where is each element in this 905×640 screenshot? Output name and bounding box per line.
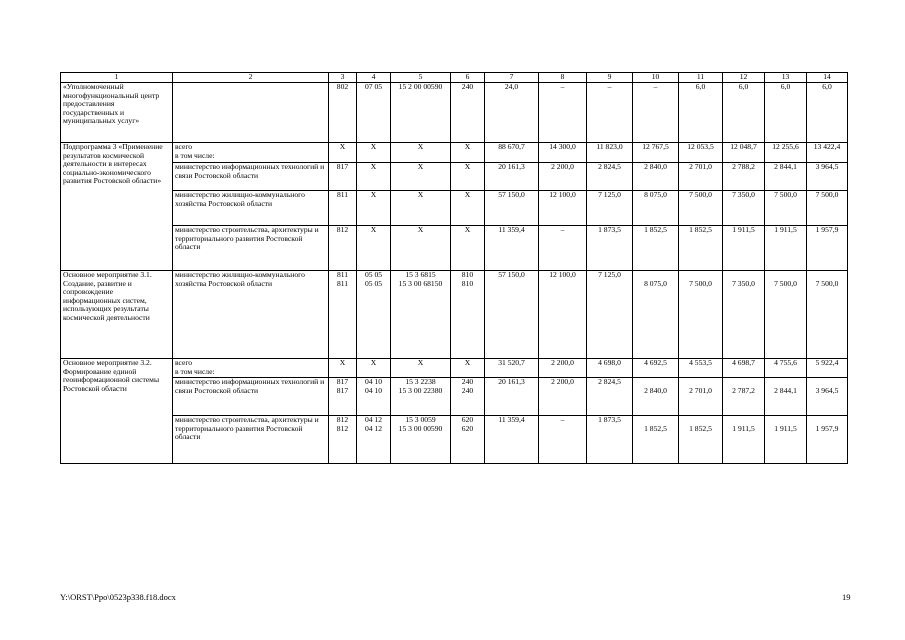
year-cell: 1 911,5: [723, 416, 765, 464]
year-cell: 6,0: [807, 83, 848, 143]
year-cell: 2 824,5: [587, 378, 633, 416]
executor-cell: министерство информационных технологий и связи Ростовской области: [173, 163, 329, 191]
grbs-cell: 817 817: [329, 378, 357, 416]
year-cell: –: [539, 416, 587, 464]
program-name: Основное мероприятие 3.2. Формирование единой геоинформационной системы Ростовской области: [61, 359, 173, 464]
grbs-cell: 811 811: [329, 271, 357, 359]
vr-cell: 620 620: [451, 416, 485, 464]
csr-cell: 15 3 2238 15 3 00 22380: [391, 378, 451, 416]
year-cell: 12 100,0: [539, 191, 587, 226]
vr-cell: Х: [451, 163, 485, 191]
table-row: [61, 226, 848, 271]
column-number: 3: [329, 73, 357, 83]
table-row: [61, 416, 848, 464]
total-cell: 31 520,7: [485, 359, 539, 378]
year-cell: 2 844,1: [765, 163, 807, 191]
vr-cell: Х: [451, 226, 485, 271]
year-cell: 13 422,4: [807, 143, 848, 163]
year-cell: 1 957,9: [807, 226, 848, 271]
year-cell: 7 125,0: [587, 271, 633, 359]
year-cell: –: [539, 83, 587, 143]
year-cell: 5 922,4: [807, 359, 848, 378]
csr-cell: Х: [391, 226, 451, 271]
year-cell: 7 350,0: [723, 271, 765, 359]
year-cell: –: [633, 83, 679, 143]
column-number: 10: [633, 73, 679, 83]
total-cell: 11 359,4: [485, 226, 539, 271]
year-cell: 7 500,0: [765, 191, 807, 226]
table-row: [61, 83, 848, 143]
column-number: 13: [765, 73, 807, 83]
year-cell: 7 500,0: [679, 191, 723, 226]
year-cell: 2 788,2: [723, 163, 765, 191]
rzpr-cell: Х: [357, 226, 391, 271]
year-cell: 1 852,5: [679, 416, 723, 464]
executor-cell: всего в том числе:: [173, 143, 329, 163]
rzpr-cell: Х: [357, 143, 391, 163]
year-cell: 8 075,0: [633, 271, 679, 359]
year-cell: 1 911,5: [723, 226, 765, 271]
rzpr-cell: Х: [357, 191, 391, 226]
year-cell: 12 100,0: [539, 271, 587, 359]
year-cell: 2 787,2: [723, 378, 765, 416]
year-cell: 6,0: [765, 83, 807, 143]
rzpr-cell: 07 05: [357, 83, 391, 143]
rzpr-cell: Х: [357, 163, 391, 191]
year-cell: 1 911,5: [765, 416, 807, 464]
executor-cell: министерство строительства, архитектуры и территориального развития Ростовской области: [173, 226, 329, 271]
vr-cell: 240 240: [451, 378, 485, 416]
year-cell: 12 053,5: [679, 143, 723, 163]
year-cell: 1 852,5: [633, 416, 679, 464]
year-cell: 4 698,0: [587, 359, 633, 378]
column-number: 4: [357, 73, 391, 83]
grbs-cell: 811: [329, 191, 357, 226]
year-cell: 1 852,5: [633, 226, 679, 271]
year-cell: 2 844,1: [765, 378, 807, 416]
footer-file-path: Y:\ORST\Ppo\0523p338.f18.docx: [60, 592, 176, 602]
csr-cell: Х: [391, 359, 451, 378]
csr-cell: Х: [391, 143, 451, 163]
vr-cell: 240: [451, 83, 485, 143]
year-cell: 14 300,0: [539, 143, 587, 163]
csr-cell: Х: [391, 163, 451, 191]
rzpr-cell: Х: [357, 359, 391, 378]
column-number: 2: [173, 73, 329, 83]
csr-cell: 15 2 00 00590: [391, 83, 451, 143]
year-cell: 7 350,0: [723, 191, 765, 226]
vr-cell: 810 810: [451, 271, 485, 359]
year-cell: 7 125,0: [587, 191, 633, 226]
year-cell: 3 964,5: [807, 378, 848, 416]
rzpr-cell: 05 05 05 05: [357, 271, 391, 359]
page-number: 19: [842, 592, 851, 602]
column-number: 5: [391, 73, 451, 83]
year-cell: 7 500,0: [807, 271, 848, 359]
executor-cell: министерство строительства, архитектуры и территориального развития Ростовской области: [173, 416, 329, 464]
grbs-cell: 812: [329, 226, 357, 271]
year-cell: –: [539, 226, 587, 271]
csr-cell: 15 3 6815 15 3 00 68150: [391, 271, 451, 359]
year-cell: 4 755,6: [765, 359, 807, 378]
year-cell: 12 255,6: [765, 143, 807, 163]
column-number: 7: [485, 73, 539, 83]
year-cell: 4 553,5: [679, 359, 723, 378]
year-cell: 2 701,0: [679, 378, 723, 416]
table-row: [61, 378, 848, 416]
column-number: 1: [61, 73, 173, 83]
program-name: Подпрограмма 3 «Применение результатов космической деятельности в интересах социально-экономического развития Ростовской области»: [61, 143, 173, 271]
grbs-cell: Х: [329, 359, 357, 378]
column-number: 8: [539, 73, 587, 83]
year-cell: 7 500,0: [679, 271, 723, 359]
executor-cell: министерство жилищно-коммунального хозяйства Ростовской области: [173, 271, 329, 359]
column-number: 11: [679, 73, 723, 83]
year-cell: 7 500,0: [765, 271, 807, 359]
year-cell: 1 873,5: [587, 226, 633, 271]
vr-cell: Х: [451, 359, 485, 378]
year-cell: 2 200,0: [539, 378, 587, 416]
rzpr-cell: 04 10 04 10: [357, 378, 391, 416]
year-cell: 6,0: [723, 83, 765, 143]
column-number: 6: [451, 73, 485, 83]
table-row: [61, 271, 848, 359]
total-cell: 20 161,3: [485, 378, 539, 416]
program-name: Основное мероприятие 3.1. Создание, развитие и сопровождение информационных систем, использующих результаты космической деятельности: [61, 271, 173, 359]
year-cell: 1 873,5: [587, 416, 633, 464]
total-cell: 57 150,0: [485, 191, 539, 226]
vr-cell: Х: [451, 191, 485, 226]
table-row: [61, 191, 848, 226]
total-cell: 88 670,7: [485, 143, 539, 163]
rzpr-cell: 04 12 04 12: [357, 416, 391, 464]
column-number: 14: [807, 73, 848, 83]
column-number: 12: [723, 73, 765, 83]
year-cell: 1 852,5: [679, 226, 723, 271]
year-cell: 2 701,0: [679, 163, 723, 191]
csr-cell: Х: [391, 191, 451, 226]
year-cell: 8 075,0: [633, 191, 679, 226]
program-name: «Уполномоченный многофункциональный центр предоставления государственных и муниципальных услуг»: [61, 83, 173, 143]
year-cell: 12 048,7: [723, 143, 765, 163]
year-cell: 2 840,0: [633, 163, 679, 191]
year-cell: 2 824,5: [587, 163, 633, 191]
year-cell: 2 200,0: [539, 359, 587, 378]
total-cell: 24,0: [485, 83, 539, 143]
column-number: 9: [587, 73, 633, 83]
grbs-cell: 812 812: [329, 416, 357, 464]
year-cell: 4 698,7: [723, 359, 765, 378]
total-cell: 11 359,4: [485, 416, 539, 464]
budget-table: [60, 72, 848, 464]
executor-cell: всего в том числе:: [173, 359, 329, 378]
table-row: [61, 359, 848, 378]
year-cell: 4 692,5: [633, 359, 679, 378]
year-cell: 2 840,0: [633, 378, 679, 416]
year-cell: –: [587, 83, 633, 143]
executor-cell: министерство информационных технологий и связи Ростовской области: [173, 378, 329, 416]
executor-cell: министерство жилищно-коммунального хозяйства Ростовской области: [173, 191, 329, 226]
grbs-cell: 802: [329, 83, 357, 143]
year-cell: 6,0: [679, 83, 723, 143]
vr-cell: Х: [451, 143, 485, 163]
csr-cell: 15 3 0059 15 3 00 00590: [391, 416, 451, 464]
year-cell: 11 823,0: [587, 143, 633, 163]
year-cell: 2 200,0: [539, 163, 587, 191]
year-cell: 12 767,5: [633, 143, 679, 163]
table-row: [61, 163, 848, 191]
year-cell: 1 957,9: [807, 416, 848, 464]
grbs-cell: 817: [329, 163, 357, 191]
column-number-row: [61, 73, 848, 83]
executor-cell: [173, 83, 329, 143]
total-cell: 20 161,3: [485, 163, 539, 191]
grbs-cell: Х: [329, 143, 357, 163]
year-cell: 7 500,0: [807, 191, 848, 226]
total-cell: 57 150,0: [485, 271, 539, 359]
table-row: [61, 143, 848, 163]
year-cell: 1 911,5: [765, 226, 807, 271]
year-cell: 3 964,5: [807, 163, 848, 191]
